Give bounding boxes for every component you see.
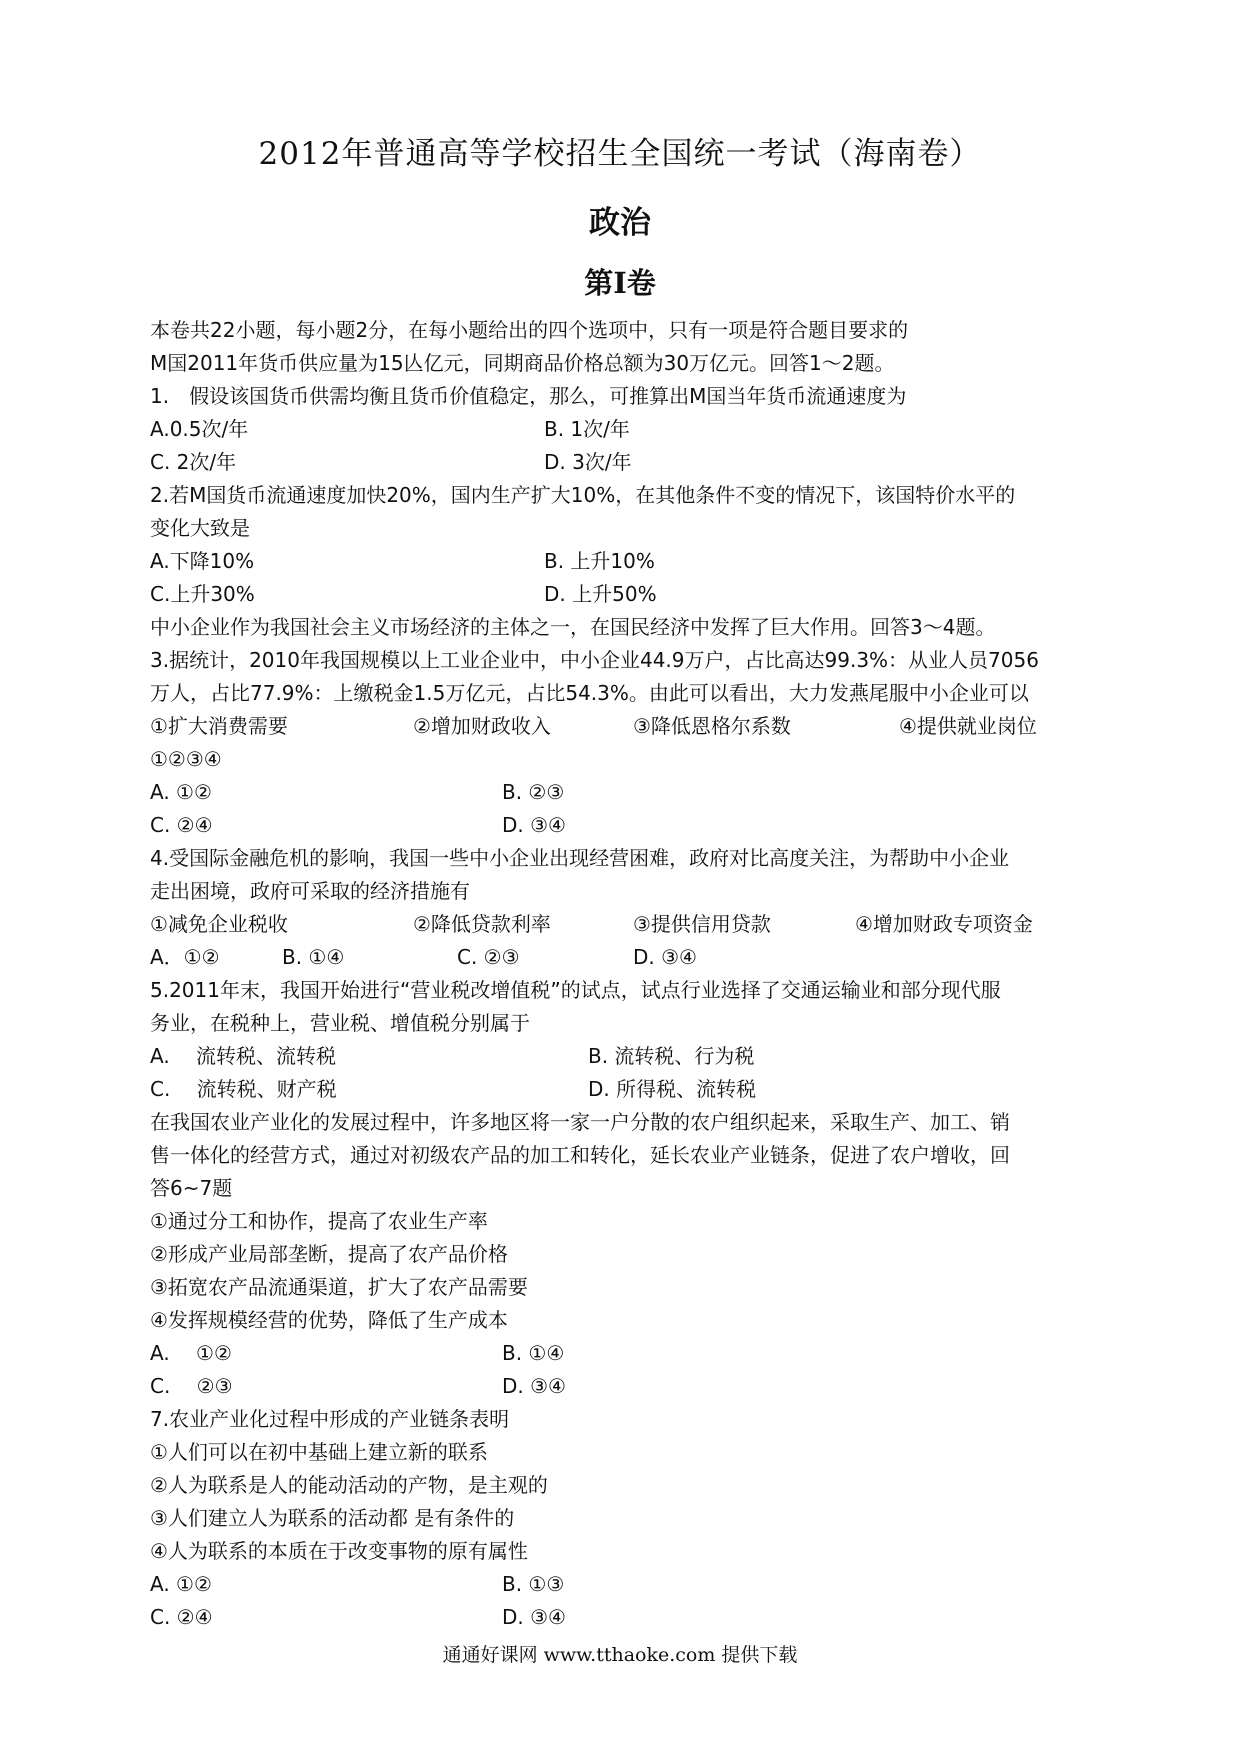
q3-statement-4: ④提供就业岗位 bbox=[899, 714, 1037, 738]
q4-option-a: A．①② bbox=[150, 945, 220, 969]
q5-text-line2: 务业，在税种上，营业税、增值税分别属于 bbox=[150, 1011, 530, 1035]
q5-option-b: B. 流转税、行为税 bbox=[588, 1044, 755, 1068]
q1-2-stem: M国2011年货币供应量为15亾亿元，同期商品价格总额为30万亿元。回答1～2题。 bbox=[150, 351, 895, 375]
q4-statement-2: ②降低贷款利率 bbox=[413, 912, 551, 936]
q3-extra-line: ①②③④ bbox=[150, 747, 222, 771]
q2-option-a: A.下降10% bbox=[150, 549, 255, 573]
q2-text-line2: 变化大致是 bbox=[150, 516, 250, 540]
part-heading: 第Ⅰ卷 bbox=[584, 266, 656, 300]
q7-statement-4: ④人为联系的本质在于改变事物的原有属性 bbox=[150, 1539, 528, 1563]
q3-option-d: D. ③④ bbox=[502, 813, 566, 837]
q1-option-d: D. 3次/年 bbox=[544, 450, 632, 474]
q4-option-c: C. ②③ bbox=[457, 945, 520, 969]
intro-text: 本卷共22小题，每小题2分，在每小题给出的四个选项中，只有一项是符合题目要求的 bbox=[150, 318, 909, 342]
q3-option-c: C. ②④ bbox=[150, 813, 213, 837]
q4-text-line2: 走出困境，政府可采取的经济措施有 bbox=[150, 879, 470, 903]
q3-option-b: B. ②③ bbox=[502, 780, 565, 804]
q5-option-c: C. 流转税、财产税 bbox=[150, 1077, 337, 1101]
q2-text-line1: 2.若M国货币流通速度加快20%，国内生产扩大10%，在其他条件不变的情况下，该国特价水平的 bbox=[150, 483, 1016, 507]
exam-title: 2012年普通高等学校招生全国统一考试（海南卷） bbox=[258, 136, 982, 172]
q2-option-c: C.上升30% bbox=[150, 582, 255, 606]
q6-statement-1: ①通过分工和协作，提高了农业生产率 bbox=[150, 1209, 488, 1233]
q4-statement-3: ③提供信用贷款 bbox=[633, 912, 771, 936]
q2-option-b: B. 上升10% bbox=[544, 549, 655, 573]
q6-statement-4: ④发挥规模经营的优势，降低了生产成本 bbox=[150, 1308, 508, 1332]
q5-text-line1: 5.2011年末，我国开始进行“营业税改增值税”的试点，试点行业选择了交通运输业和部分现代服 bbox=[150, 978, 1001, 1002]
q6-option-c: C. ②③ bbox=[150, 1374, 233, 1398]
q7-statement-3: ③人们建立人为联系的活动都 是有条件的 bbox=[150, 1506, 515, 1530]
q5-option-a: A. 流转税、流转税 bbox=[150, 1044, 337, 1068]
q7-option-b: B. ①③ bbox=[502, 1572, 565, 1596]
q4-statement-1: ①减免企业税收 bbox=[150, 912, 288, 936]
q4-option-d: D. ③④ bbox=[633, 945, 697, 969]
q7-stem: 7.农业产业化过程中形成的产业链条表明 bbox=[150, 1407, 510, 1431]
q1-option-b: B. 1次/年 bbox=[544, 417, 630, 441]
q2-option-d: D. 上升50% bbox=[544, 582, 657, 606]
q7-statement-2: ②人为联系是人的能动活动的产物，是主观的 bbox=[150, 1473, 548, 1497]
q7-option-c: C. ②④ bbox=[150, 1605, 213, 1629]
q3-option-a: A. ①② bbox=[150, 780, 212, 804]
q7-option-d: D. ③④ bbox=[502, 1605, 566, 1629]
q3-text-line2: 万人，占比77.9%：上缴税金1.5万亿元，占比54.3%。由此可以看出，大力发燕尾服中小企业可以 bbox=[150, 681, 1029, 705]
q4-statement-4: ④增加财政专项资金 bbox=[855, 912, 1033, 936]
subject-heading: 政治 bbox=[589, 205, 651, 241]
q6-7-stem-line3: 答6~7题 bbox=[150, 1176, 233, 1200]
q6-statement-2: ②形成产业局部垄断，提高了农产品价格 bbox=[150, 1242, 508, 1266]
q6-7-stem-line2: 售一体化的经营方式，通过对初级农产品的加工和转化，延长农业产业链条，促进了农户增收，回 bbox=[150, 1143, 1010, 1167]
page-footer: 通通好课网 www.tthaoke.com 提供下载 bbox=[442, 1644, 798, 1666]
q3-statement-2: ②增加财政收入 bbox=[413, 714, 551, 738]
q4-text-line1: 4.受国际金融危机的影响，我国一些中小企业出现经营困难，政府对比高度关注，为帮助中小企业 bbox=[150, 846, 1010, 870]
q6-option-b: B. ①④ bbox=[502, 1341, 565, 1365]
q3-4-stem: 中小企业作为我国社会主义市场经济的主体之一，在国民经济中发挥了巨大作用。回答3～4题。 bbox=[150, 615, 996, 639]
q5-option-d: D. 所得税、流转税 bbox=[588, 1077, 757, 1101]
q7-option-a: A. ①② bbox=[150, 1572, 212, 1596]
q1-option-c: C. 2次/年 bbox=[150, 450, 237, 474]
q3-statement-1: ①扩大消费需要 bbox=[150, 714, 288, 738]
q6-option-d: D. ③④ bbox=[502, 1374, 566, 1398]
q6-statement-3: ③拓宽农产品流通渠道，扩大了农产品需要 bbox=[150, 1275, 528, 1299]
q4-option-b: B. ①④ bbox=[282, 945, 345, 969]
q1-text: 1. 假设该国货币供需均衡且货币价值稳定，那么，可推算出M国当年货币流通速度为 bbox=[150, 384, 907, 408]
q6-option-a: A. ①② bbox=[150, 1341, 232, 1365]
q3-text-line1: 3.据统计，2010年我国规模以上工业企业中，中小企业44.9万户，占比高达99.3%：从业人员7056 bbox=[150, 648, 1039, 672]
q1-option-a: A.0.5次/年 bbox=[150, 417, 249, 441]
q7-statement-1: ①人们可以在初中基础上建立新的联系 bbox=[150, 1440, 488, 1464]
q3-statement-3: ③降低恩格尔系数 bbox=[633, 714, 791, 738]
q6-7-stem-line1: 在我国农业产业化的发展过程中，许多地区将一家一户分散的农户组织起来，采取生产、加工、销 bbox=[150, 1110, 1010, 1134]
